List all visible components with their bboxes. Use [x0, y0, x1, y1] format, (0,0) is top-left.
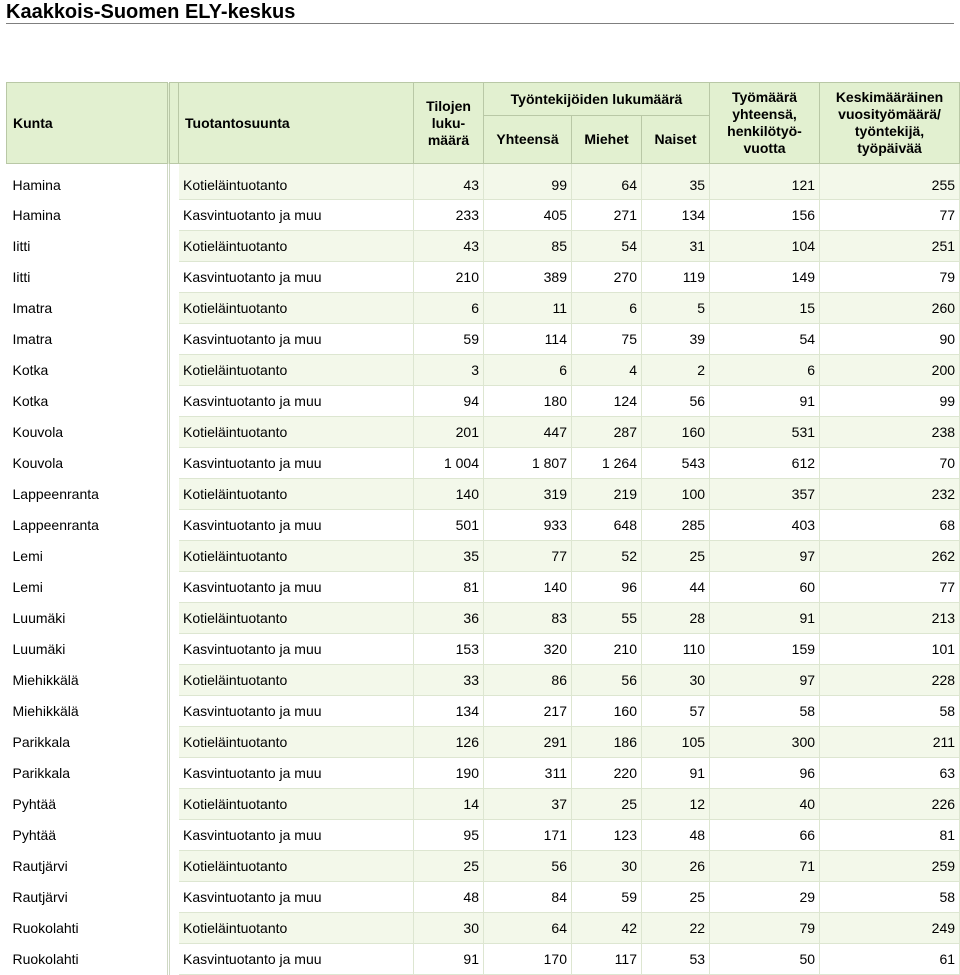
- cell-separator: [169, 634, 179, 665]
- cell-tuotantosuunta: Kasvintuotanto ja muu: [179, 882, 414, 913]
- cell-tuotantosuunta: Kotieläintuotanto: [179, 541, 414, 572]
- cell-keskimaarainen: 255: [820, 164, 960, 200]
- cell-tyomaara: 6: [710, 355, 820, 386]
- cell-miehet: 54: [572, 231, 642, 262]
- cell-yhteensa: 99: [484, 164, 572, 200]
- cell-tyomaara: 15: [710, 293, 820, 324]
- table-row: [7, 634, 960, 665]
- cell-separator: [169, 262, 179, 293]
- cell-yhteensa: 83: [484, 603, 572, 634]
- cell-keskimaarainen: 259: [820, 851, 960, 882]
- cell-yhteensa: 405: [484, 200, 572, 231]
- header-tyontekijoiden-lukumaara: Työntekijöiden lukumäärä: [484, 83, 710, 116]
- cell-separator: [169, 820, 179, 851]
- table-row: [7, 820, 960, 851]
- cell-naiset: 28: [642, 603, 710, 634]
- cell-miehet: 56: [572, 665, 642, 696]
- cell-keskimaarainen: 262: [820, 541, 960, 572]
- cell-keskimaarainen: 228: [820, 665, 960, 696]
- cell-keskimaarainen: 200: [820, 355, 960, 386]
- cell-yhteensa: 933: [484, 510, 572, 541]
- cell-miehet: 30: [572, 851, 642, 882]
- cell-tuotantosuunta: Kasvintuotanto ja muu: [179, 634, 414, 665]
- table-row: [7, 882, 960, 913]
- cell-miehet: 124: [572, 386, 642, 417]
- cell-tyomaara: 159: [710, 634, 820, 665]
- cell-tilojen-lukumaara: 48: [414, 882, 484, 913]
- cell-miehet: 64: [572, 164, 642, 200]
- cell-naiset: 35: [642, 164, 710, 200]
- cell-kunta: Hamina: [7, 200, 169, 231]
- cell-kunta: Luumäki: [7, 603, 169, 634]
- cell-separator: [169, 727, 179, 758]
- table-header: [7, 83, 960, 164]
- cell-tilojen-lukumaara: 81: [414, 572, 484, 603]
- cell-kunta: Miehikkälä: [7, 696, 169, 727]
- cell-kunta: Rautjärvi: [7, 882, 169, 913]
- cell-keskimaarainen: 63: [820, 758, 960, 789]
- header-keskimaarainen: [820, 83, 960, 164]
- cell-kunta: Imatra: [7, 293, 169, 324]
- header-line: vuotta: [743, 140, 786, 156]
- table-row: [7, 665, 960, 696]
- cell-tyomaara: 29: [710, 882, 820, 913]
- cell-naiset: 543: [642, 448, 710, 479]
- cell-tyomaara: 71: [710, 851, 820, 882]
- cell-separator: [169, 386, 179, 417]
- cell-miehet: 75: [572, 324, 642, 355]
- cell-naiset: 160: [642, 417, 710, 448]
- table-row: [7, 944, 960, 975]
- table-row: [7, 789, 960, 820]
- table-row: [7, 851, 960, 882]
- table-row: [7, 510, 960, 541]
- cell-miehet: 55: [572, 603, 642, 634]
- cell-separator: [169, 510, 179, 541]
- cell-naiset: 56: [642, 386, 710, 417]
- cell-tilojen-lukumaara: 3: [414, 355, 484, 386]
- cell-yhteensa: 447: [484, 417, 572, 448]
- cell-yhteensa: 320: [484, 634, 572, 665]
- cell-tuotantosuunta: Kotieläintuotanto: [179, 293, 414, 324]
- cell-tilojen-lukumaara: 33: [414, 665, 484, 696]
- cell-tyomaara: 58: [710, 696, 820, 727]
- cell-separator: [169, 479, 179, 510]
- cell-kunta: Luumäki: [7, 634, 169, 665]
- cell-naiset: 110: [642, 634, 710, 665]
- cell-miehet: 25: [572, 789, 642, 820]
- cell-separator: [169, 200, 179, 231]
- cell-miehet: 123: [572, 820, 642, 851]
- cell-kunta: Lappeenranta: [7, 510, 169, 541]
- cell-tilojen-lukumaara: 43: [414, 164, 484, 200]
- cell-tyomaara: 156: [710, 200, 820, 231]
- cell-keskimaarainen: 81: [820, 820, 960, 851]
- header-line: yhteensä,: [732, 106, 797, 122]
- cell-keskimaarainen: 213: [820, 603, 960, 634]
- cell-kunta: Rautjärvi: [7, 851, 169, 882]
- table-row: [7, 603, 960, 634]
- cell-naiset: 31: [642, 231, 710, 262]
- cell-tyomaara: 121: [710, 164, 820, 200]
- cell-tyomaara: 97: [710, 541, 820, 572]
- cell-tilojen-lukumaara: 233: [414, 200, 484, 231]
- cell-keskimaarainen: 58: [820, 696, 960, 727]
- header-tilojen-lukumaara: [414, 83, 484, 164]
- table-row: [7, 262, 960, 293]
- header-line: määrä: [427, 131, 470, 148]
- cell-tyomaara: 54: [710, 324, 820, 355]
- table-row: [7, 572, 960, 603]
- cell-miehet: 59: [572, 882, 642, 913]
- cell-miehet: 117: [572, 944, 642, 975]
- cell-naiset: 26: [642, 851, 710, 882]
- title-divider: [6, 23, 954, 24]
- cell-separator: [169, 164, 179, 200]
- cell-kunta: Kouvola: [7, 417, 169, 448]
- cell-tuotantosuunta: Kasvintuotanto ja muu: [179, 324, 414, 355]
- page-title: Kaakkois-Suomen ELY-keskus: [6, 1, 296, 23]
- cell-tyomaara: 66: [710, 820, 820, 851]
- cell-miehet: 52: [572, 541, 642, 572]
- statistics-table: [6, 82, 960, 975]
- cell-miehet: 6: [572, 293, 642, 324]
- cell-kunta: Hamina: [7, 164, 169, 200]
- cell-tuotantosuunta: Kotieläintuotanto: [179, 603, 414, 634]
- cell-yhteensa: 11: [484, 293, 572, 324]
- cell-separator: [169, 324, 179, 355]
- cell-tyomaara: 403: [710, 510, 820, 541]
- cell-yhteensa: 84: [484, 882, 572, 913]
- cell-tyomaara: 357: [710, 479, 820, 510]
- cell-naiset: 119: [642, 262, 710, 293]
- cell-yhteensa: 319: [484, 479, 572, 510]
- header-line: Keskimääräinen: [835, 89, 944, 105]
- cell-kunta: Ruokolahti: [7, 913, 169, 944]
- cell-separator: [169, 231, 179, 262]
- cell-tilojen-lukumaara: 210: [414, 262, 484, 293]
- cell-tuotantosuunta: Kotieläintuotanto: [179, 417, 414, 448]
- table-row: [7, 324, 960, 355]
- cell-miehet: 96: [572, 572, 642, 603]
- header-miehet: Miehet: [572, 116, 642, 164]
- header-tyomaara: [710, 83, 820, 164]
- header-separator: [169, 83, 179, 164]
- cell-kunta: Parikkala: [7, 727, 169, 758]
- table-row: [7, 200, 960, 231]
- cell-kunta: Iitti: [7, 231, 169, 262]
- cell-yhteensa: 77: [484, 541, 572, 572]
- cell-tilojen-lukumaara: 30: [414, 913, 484, 944]
- cell-keskimaarainen: 249: [820, 913, 960, 944]
- cell-tuotantosuunta: Kasvintuotanto ja muu: [179, 262, 414, 293]
- cell-tilojen-lukumaara: 95: [414, 820, 484, 851]
- cell-naiset: 5: [642, 293, 710, 324]
- cell-keskimaarainen: 260: [820, 293, 960, 324]
- cell-naiset: 91: [642, 758, 710, 789]
- cell-tyomaara: 50: [710, 944, 820, 975]
- cell-yhteensa: 64: [484, 913, 572, 944]
- cell-keskimaarainen: 77: [820, 200, 960, 231]
- cell-miehet: 287: [572, 417, 642, 448]
- cell-tilojen-lukumaara: 43: [414, 231, 484, 262]
- header-naiset: Naiset: [642, 116, 710, 164]
- cell-yhteensa: 86: [484, 665, 572, 696]
- cell-kunta: Pyhtää: [7, 789, 169, 820]
- cell-keskimaarainen: 251: [820, 231, 960, 262]
- cell-tilojen-lukumaara: 94: [414, 386, 484, 417]
- cell-separator: [169, 696, 179, 727]
- cell-tuotantosuunta: Kasvintuotanto ja muu: [179, 200, 414, 231]
- header-line: Tilojen: [426, 97, 471, 114]
- cell-yhteensa: 311: [484, 758, 572, 789]
- cell-tuotantosuunta: Kasvintuotanto ja muu: [179, 944, 414, 975]
- cell-tuotantosuunta: Kotieläintuotanto: [179, 913, 414, 944]
- table-row: [7, 448, 960, 479]
- cell-miehet: 1 264: [572, 448, 642, 479]
- cell-tyomaara: 91: [710, 603, 820, 634]
- cell-separator: [169, 355, 179, 386]
- cell-kunta: Kotka: [7, 386, 169, 417]
- cell-separator: [169, 293, 179, 324]
- cell-yhteensa: 180: [484, 386, 572, 417]
- cell-keskimaarainen: 90: [820, 324, 960, 355]
- header-line: henkilötyö-: [727, 123, 802, 139]
- cell-naiset: 57: [642, 696, 710, 727]
- cell-tuotantosuunta: Kotieläintuotanto: [179, 479, 414, 510]
- cell-tilojen-lukumaara: 6: [414, 293, 484, 324]
- cell-yhteensa: 114: [484, 324, 572, 355]
- header-line: Työmäärä: [731, 89, 798, 105]
- cell-kunta: Ruokolahti: [7, 944, 169, 975]
- cell-tyomaara: 91: [710, 386, 820, 417]
- cell-tuotantosuunta: Kasvintuotanto ja muu: [179, 572, 414, 603]
- cell-tilojen-lukumaara: 59: [414, 324, 484, 355]
- cell-keskimaarainen: 99: [820, 386, 960, 417]
- cell-tyomaara: 79: [710, 913, 820, 944]
- cell-yhteensa: 6: [484, 355, 572, 386]
- cell-keskimaarainen: 211: [820, 727, 960, 758]
- cell-miehet: 219: [572, 479, 642, 510]
- header-yhteensa: Yhteensä: [484, 116, 572, 164]
- cell-naiset: 39: [642, 324, 710, 355]
- cell-yhteensa: 389: [484, 262, 572, 293]
- cell-kunta: Iitti: [7, 262, 169, 293]
- cell-tuotantosuunta: Kotieläintuotanto: [179, 789, 414, 820]
- cell-tuotantosuunta: Kotieläintuotanto: [179, 164, 414, 200]
- cell-separator: [169, 448, 179, 479]
- cell-miehet: 160: [572, 696, 642, 727]
- cell-miehet: 210: [572, 634, 642, 665]
- cell-yhteensa: 291: [484, 727, 572, 758]
- cell-keskimaarainen: 232: [820, 479, 960, 510]
- table-row: [7, 293, 960, 324]
- cell-naiset: 30: [642, 665, 710, 696]
- cell-tuotantosuunta: Kasvintuotanto ja muu: [179, 758, 414, 789]
- cell-separator: [169, 572, 179, 603]
- cell-miehet: 270: [572, 262, 642, 293]
- cell-naiset: 44: [642, 572, 710, 603]
- cell-tilojen-lukumaara: 190: [414, 758, 484, 789]
- cell-kunta: Parikkala: [7, 758, 169, 789]
- cell-keskimaarainen: 238: [820, 417, 960, 448]
- cell-miehet: 4: [572, 355, 642, 386]
- table-row: [7, 231, 960, 262]
- cell-kunta: Pyhtää: [7, 820, 169, 851]
- cell-yhteensa: 56: [484, 851, 572, 882]
- cell-miehet: 186: [572, 727, 642, 758]
- cell-miehet: 648: [572, 510, 642, 541]
- cell-tuotantosuunta: Kotieläintuotanto: [179, 355, 414, 386]
- cell-naiset: 134: [642, 200, 710, 231]
- cell-separator: [169, 541, 179, 572]
- table-row: [7, 386, 960, 417]
- cell-tilojen-lukumaara: 201: [414, 417, 484, 448]
- cell-tyomaara: 300: [710, 727, 820, 758]
- cell-naiset: 100: [642, 479, 710, 510]
- cell-kunta: Kotka: [7, 355, 169, 386]
- cell-tuotantosuunta: Kasvintuotanto ja muu: [179, 448, 414, 479]
- cell-tuotantosuunta: Kotieläintuotanto: [179, 851, 414, 882]
- cell-tuotantosuunta: Kotieläintuotanto: [179, 665, 414, 696]
- cell-tuotantosuunta: Kasvintuotanto ja muu: [179, 696, 414, 727]
- cell-naiset: 2: [642, 355, 710, 386]
- table-row: [7, 727, 960, 758]
- cell-yhteensa: 1 807: [484, 448, 572, 479]
- cell-tilojen-lukumaara: 14: [414, 789, 484, 820]
- cell-separator: [169, 882, 179, 913]
- cell-tuotantosuunta: Kotieläintuotanto: [179, 231, 414, 262]
- header-line: työpäivää: [857, 140, 922, 156]
- cell-naiset: 25: [642, 882, 710, 913]
- table-row: [7, 541, 960, 572]
- cell-yhteensa: 140: [484, 572, 572, 603]
- header-line: vuosityömäärä/: [838, 106, 941, 122]
- cell-yhteensa: 217: [484, 696, 572, 727]
- cell-miehet: 42: [572, 913, 642, 944]
- cell-miehet: 220: [572, 758, 642, 789]
- cell-keskimaarainen: 226: [820, 789, 960, 820]
- cell-tilojen-lukumaara: 25: [414, 851, 484, 882]
- cell-naiset: 285: [642, 510, 710, 541]
- cell-keskimaarainen: 77: [820, 572, 960, 603]
- table-row: [7, 696, 960, 727]
- cell-kunta: Lappeenranta: [7, 479, 169, 510]
- cell-tilojen-lukumaara: 501: [414, 510, 484, 541]
- cell-separator: [169, 417, 179, 448]
- cell-naiset: 48: [642, 820, 710, 851]
- cell-separator: [169, 913, 179, 944]
- cell-tilojen-lukumaara: 91: [414, 944, 484, 975]
- cell-naiset: 53: [642, 944, 710, 975]
- cell-yhteensa: 170: [484, 944, 572, 975]
- cell-tyomaara: 40: [710, 789, 820, 820]
- cell-tuotantosuunta: Kasvintuotanto ja muu: [179, 386, 414, 417]
- cell-kunta: Imatra: [7, 324, 169, 355]
- cell-tilojen-lukumaara: 153: [414, 634, 484, 665]
- cell-kunta: Lemi: [7, 572, 169, 603]
- cell-tyomaara: 612: [710, 448, 820, 479]
- cell-naiset: 22: [642, 913, 710, 944]
- cell-tilojen-lukumaara: 35: [414, 541, 484, 572]
- cell-keskimaarainen: 101: [820, 634, 960, 665]
- table-row: [7, 758, 960, 789]
- cell-naiset: 12: [642, 789, 710, 820]
- table-row: [7, 479, 960, 510]
- cell-yhteensa: 171: [484, 820, 572, 851]
- header-tuotantosuunta: Tuotantosuunta: [179, 83, 414, 164]
- cell-tuotantosuunta: Kotieläintuotanto: [179, 727, 414, 758]
- table-row: [7, 164, 960, 200]
- cell-keskimaarainen: 68: [820, 510, 960, 541]
- cell-kunta: Miehikkälä: [7, 665, 169, 696]
- table-row: [7, 913, 960, 944]
- cell-tilojen-lukumaara: 36: [414, 603, 484, 634]
- cell-naiset: 105: [642, 727, 710, 758]
- cell-tilojen-lukumaara: 140: [414, 479, 484, 510]
- cell-kunta: Kouvola: [7, 448, 169, 479]
- cell-tilojen-lukumaara: 126: [414, 727, 484, 758]
- header-kunta: Kunta: [7, 83, 169, 164]
- cell-tuotantosuunta: Kasvintuotanto ja muu: [179, 820, 414, 851]
- table-row: [7, 417, 960, 448]
- cell-naiset: 25: [642, 541, 710, 572]
- table-row: [7, 355, 960, 386]
- cell-keskimaarainen: 61: [820, 944, 960, 975]
- cell-yhteensa: 37: [484, 789, 572, 820]
- cell-tyomaara: 531: [710, 417, 820, 448]
- cell-yhteensa: 85: [484, 231, 572, 262]
- cell-kunta: Lemi: [7, 541, 169, 572]
- cell-separator: [169, 944, 179, 975]
- cell-keskimaarainen: 58: [820, 882, 960, 913]
- cell-miehet: 271: [572, 200, 642, 231]
- cell-keskimaarainen: 79: [820, 262, 960, 293]
- cell-separator: [169, 665, 179, 696]
- cell-tyomaara: 60: [710, 572, 820, 603]
- header-line: työntekijä,: [854, 123, 925, 139]
- cell-tilojen-lukumaara: 134: [414, 696, 484, 727]
- cell-tyomaara: 97: [710, 665, 820, 696]
- cell-tilojen-lukumaara: 1 004: [414, 448, 484, 479]
- cell-tyomaara: 96: [710, 758, 820, 789]
- cell-separator: [169, 603, 179, 634]
- cell-separator: [169, 851, 179, 882]
- header-line: luku-: [431, 114, 466, 131]
- cell-tyomaara: 149: [710, 262, 820, 293]
- cell-separator: [169, 758, 179, 789]
- cell-tyomaara: 104: [710, 231, 820, 262]
- cell-tuotantosuunta: Kasvintuotanto ja muu: [179, 510, 414, 541]
- cell-separator: [169, 789, 179, 820]
- cell-keskimaarainen: 70: [820, 448, 960, 479]
- table-body: [7, 164, 960, 975]
